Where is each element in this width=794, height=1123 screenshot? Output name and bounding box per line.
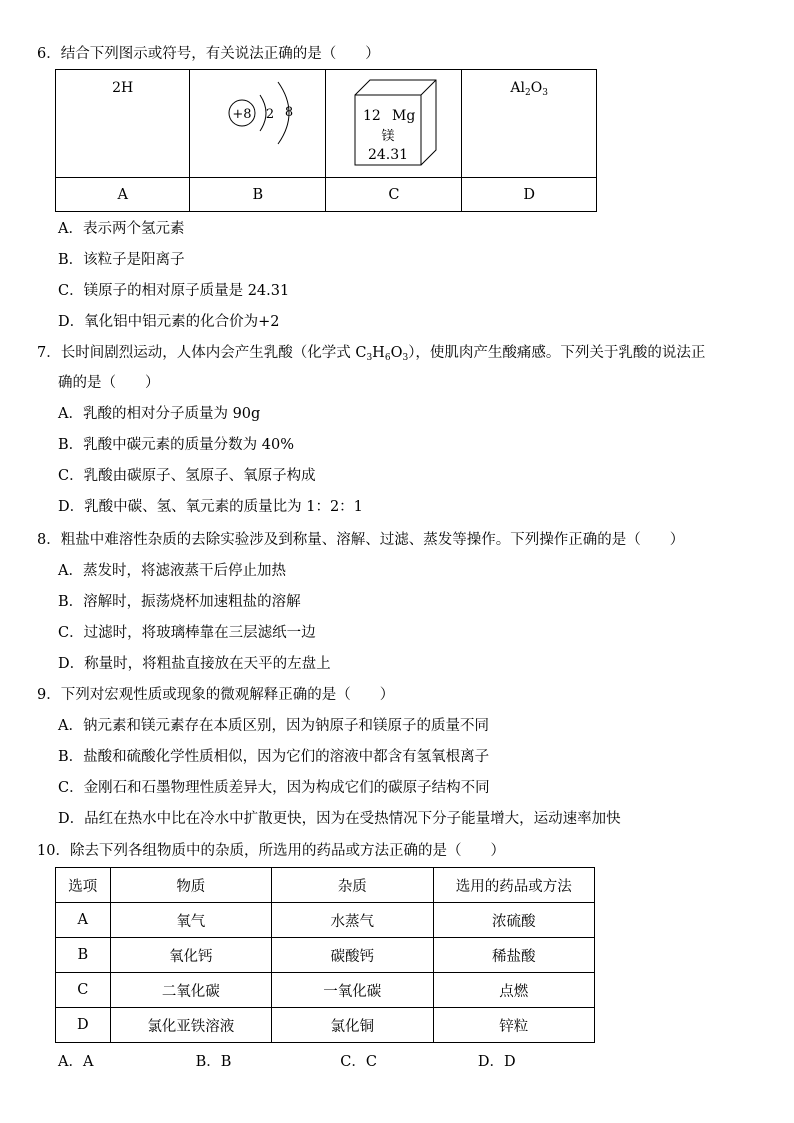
q6-option-d[interactable]: D．氧化铝中铝元素的化合价为+2 — [58, 314, 280, 330]
row-c-method: 点燃 — [433, 973, 594, 1008]
row-c-substance: 二氧化碳 — [110, 973, 271, 1008]
cell-a-symbol — [56, 70, 190, 178]
q6-option-b[interactable]: B．该粒子是阳离子 — [58, 252, 185, 268]
question-7-stem-line-1: 7．长时间剧烈运动，人体内会产生乳酸（化学式 $C_3H_6O_3$），使肌肉产生酸痛感。下列关于乳酸的说法正 — [37, 345, 706, 363]
row-c-option: C — [56, 973, 111, 1008]
question-6-stem: 6．结合下列图示或符号，有关说法正确的是（ ） — [37, 46, 380, 62]
atomic-mass: 24.31 — [368, 147, 409, 163]
formula-2h: 2H — [112, 80, 134, 96]
table-row — [56, 1008, 595, 1043]
cell-c-element-card — [326, 70, 462, 178]
q9-option-c[interactable]: C．金刚石和石墨物理性质差异大，因为构成它们的碳原子结构不同 — [58, 780, 490, 796]
row-d-method: 锌粒 — [433, 1008, 594, 1043]
table-header-row — [56, 868, 595, 903]
q10-answer-c[interactable]: C．C — [340, 1054, 377, 1070]
question-7-stem-line-2: 确的是（ ） — [58, 375, 160, 391]
row-c-impurity: 一氧化碳 — [272, 973, 433, 1008]
q10-answer-d[interactable]: D．D — [477, 1054, 516, 1070]
q9-option-a[interactable]: A．钠元素和镁元素存在本质区别，因为钠原子和镁原子的质量不同 — [58, 718, 489, 734]
question-10-answers — [58, 1050, 516, 1071]
shell-2-electrons: 8 — [285, 105, 294, 120]
figure-label-d: D — [462, 178, 597, 212]
row-a-impurity: 水蒸气 — [272, 903, 433, 938]
row-b-substance: 氧化钙 — [110, 938, 271, 973]
table-row — [56, 903, 595, 938]
cell-d-formula — [462, 70, 597, 178]
row-d-impurity: 氯化铜 — [272, 1008, 433, 1043]
row-d-option: D — [56, 1008, 111, 1043]
q7-option-b[interactable]: B．乳酸中碳元素的质量分数为 40% — [58, 437, 294, 453]
figure-label-a: A — [56, 178, 190, 212]
row-b-option: B — [56, 938, 111, 973]
figure-label-b: B — [190, 178, 326, 212]
nucleus-charge: +8 — [232, 107, 252, 122]
q8-option-a[interactable]: A．蒸发时，将滤液蒸干后停止加热 — [58, 563, 286, 579]
header-method: 选用的药品或方法 — [433, 868, 594, 903]
atom-structure-diagram — [190, 70, 325, 177]
header-option: 选项 — [56, 868, 111, 903]
element-symbol: Mg — [392, 108, 416, 124]
q7-option-c[interactable]: C．乳酸由碳原子、氢原子、氧原子构成 — [58, 468, 316, 484]
q8-option-b[interactable]: B．溶解时，振荡烧杯加速粗盐的溶解 — [58, 594, 301, 610]
q7-option-d[interactable]: D．乳酸中碳、氢、氧元素的质量比为 1：2：1 — [58, 499, 363, 515]
q8-option-c[interactable]: C．过滤时，将玻璃棒靠在三层滤纸一边 — [58, 625, 316, 641]
q10-answer-b[interactable]: B．B — [195, 1054, 232, 1070]
q10-answer-a[interactable]: A．A — [58, 1054, 94, 1070]
question-8-stem: 8．粗盐中难溶性杂质的去除实验涉及到称量、溶解、过滤、蒸发等操作。下列操作正确的是（ ） — [37, 532, 685, 548]
q9-option-b[interactable]: B．盐酸和硫酸化学性质相似，因为它们的溶液中都含有氢氧根离子 — [58, 749, 490, 765]
row-b-impurity: 碳酸钙 — [272, 938, 433, 973]
question-10-stem: 10．除去下列各组物质中的杂质，所选用的药品或方法正确的是（ ） — [37, 843, 505, 859]
shell-1-electrons: 2 — [266, 107, 275, 122]
table-row — [56, 973, 595, 1008]
table-row — [56, 938, 595, 973]
q8-option-d[interactable]: D．称量时，将粗盐直接放在天平的左盘上 — [58, 656, 331, 672]
q6-option-a[interactable]: A．表示两个氢元素 — [58, 221, 185, 237]
formula-al2o3: $Al_2O_3$ — [510, 80, 548, 98]
question-6-figure-table — [55, 69, 597, 212]
q7-option-a[interactable]: A．乳酸的相对分子质量为 90g — [58, 406, 261, 422]
header-substance: 物质 — [110, 868, 271, 903]
q6-option-c[interactable]: C．镁原子的相对原子质量是 24.31 — [58, 283, 290, 299]
row-a-substance: 氧气 — [110, 903, 271, 938]
cube-top-edge — [421, 80, 436, 95]
row-a-option: A — [56, 903, 111, 938]
element-cube-diagram — [326, 70, 461, 177]
row-b-method: 稀盐酸 — [433, 938, 594, 973]
element-name: 镁 — [381, 129, 395, 144]
q9-option-d[interactable]: D．品红在热水中比在冷水中扩散更快，因为在受热情况下分子能量增大，运动速率加快 — [58, 811, 621, 827]
atomic-number: 12 — [363, 108, 382, 124]
cell-b-atom-diagram — [190, 70, 326, 178]
row-a-method: 浓硫酸 — [433, 903, 594, 938]
row-d-substance: 氯化亚铁溶液 — [110, 1008, 271, 1043]
question-9-stem: 9．下列对宏观性质或现象的微观解释正确的是（ ） — [37, 687, 395, 703]
figure-label-c: C — [326, 178, 462, 212]
header-impurity: 杂质 — [272, 868, 433, 903]
question-10-table — [55, 867, 595, 1043]
